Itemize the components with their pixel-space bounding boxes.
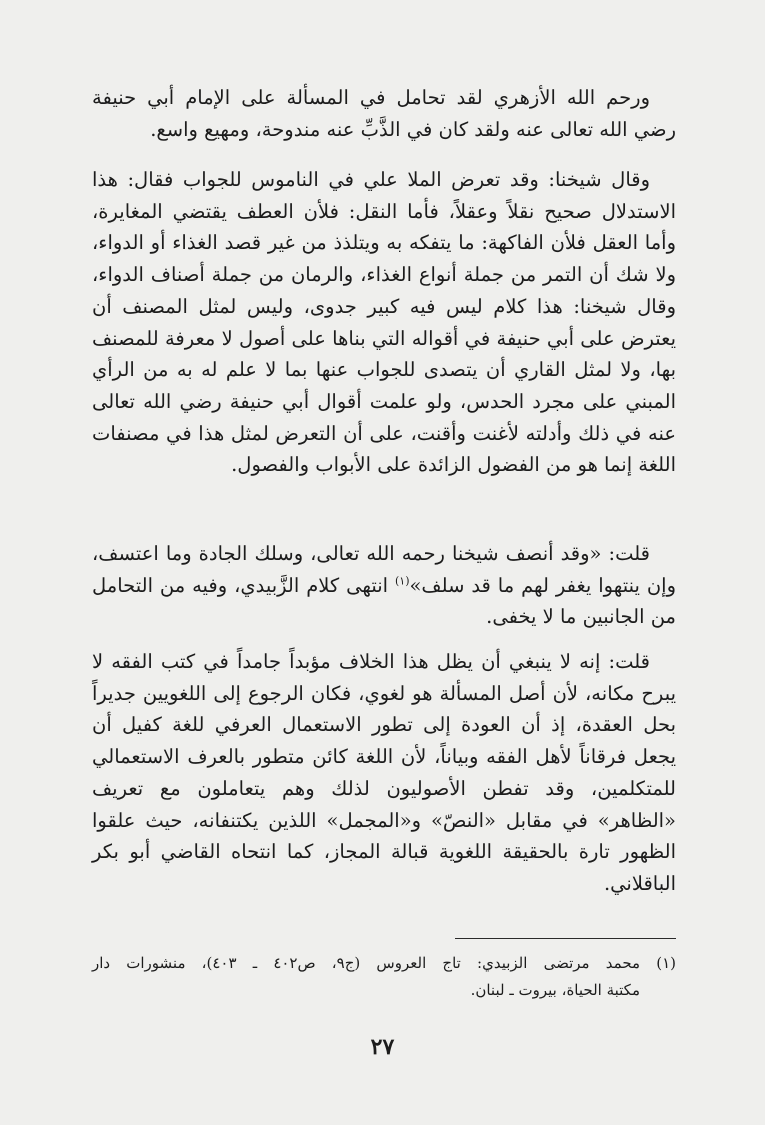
paragraph-azhari bbox=[92, 82, 676, 145]
footnote-reference[interactable]: (١) bbox=[394, 574, 410, 588]
paragraph-text: ورحم الله الأزهري لقد تحامل في المسألة على الإمام أبي حنيفة رضي الله تعالى عنه ولقد كان في الذَّبِّ عنه مندوحة، ومهيع واسع. bbox=[92, 86, 676, 141]
footnote-line-1: (١) محمد مرتضى الزبيدي: تاج العروس (ج٩، ص٤٠٢ ـ ٤٠٣)، منشورات دار bbox=[92, 954, 676, 972]
footnote bbox=[92, 950, 676, 1004]
paragraph-conclusion bbox=[92, 646, 676, 900]
paragraph-text bbox=[92, 538, 676, 633]
footnote-divider bbox=[455, 938, 676, 939]
paragraph-shaykh-commentary bbox=[92, 164, 676, 481]
quote-continuation: انتهى كلام الزَّبيدي، وفيه من التحامل من الجانبين ما لا يخفى. bbox=[92, 573, 676, 629]
paragraph-quote bbox=[92, 538, 676, 633]
footnote-line-2: مكتبة الحياة، بيروت ـ لبنان. bbox=[470, 981, 640, 999]
paragraph-text: قلت: إنه لا ينبغي أن يظل هذا الخلاف مؤبداً جامداً في كتب الفقه لا يبرح مكانه، لأن أصل المسألة هو لغوي، فكان الرجوع إلى اللغويين جديراً بحل العقدة، إذ أن العودة إلى تطور الاستعمال العرفي للغة كفيل أن يجعل فرقاناً لأهل الفقه وبياناً، لأن اللغة كائن متطور بالعرف الاستعمالي للمتكلمين، وقد تفطن الأصوليون لذلك وهم يتعاملون مع تعريف «الظاهر» في مقابل «النصّ» و«المجمل» اللذين يكتنفانه، حيث علقوا الظهور تارة بالحقيقة اللغوية قبالة المجاز، كما انتحاه القاضي أبو بكر الباقلاني. bbox=[92, 650, 676, 895]
paragraph-text: وقال شيخنا: وقد تعرض الملا علي في الناموس للجواب فقال: هذا الاستدلال صحيح نقلاً وعقلاً، فأما النقل: فلأن العطف يقتضي المغايرة، وأما العقل فلأن الفاكهة: ما يتفكه به ويتلذذ من غير قصد الغذاء أو الدواء، ولا شك أن التمر من جملة أنواع الغذاء، والرمان من جملة أصناف الدواء، وقال شيخنا: هذا كلام ليس فيه كبير جدوى، وليس لمثل المصنف أن يعترض على أبي حنيفة في أقواله التي بناها على أصول لا معرفة للمصنف بها، ولا لمثل القاري أن يتصدى للجواب عنها بما لا علم له به من الرأي المبني على مجرد الحدس، ولو علمت أقوال أبي حنيفة رضي الله تعالى عنه في ذلك وأدلته لأغنت وأقنت، على أن التعرض لمثل هذا في مصنفات اللغة إنما هو من الفضول الزائدة على الأبواب والفصول. bbox=[92, 168, 676, 477]
page-number: ٢٧ bbox=[370, 1034, 395, 1060]
quote-text: قلت: «وقد أنصف شيخنا رحمه الله تعالى، وسلك الجادة وما اعتسف، وإن ينتهوا يغفر لهم ما قد سلف» bbox=[92, 542, 676, 597]
